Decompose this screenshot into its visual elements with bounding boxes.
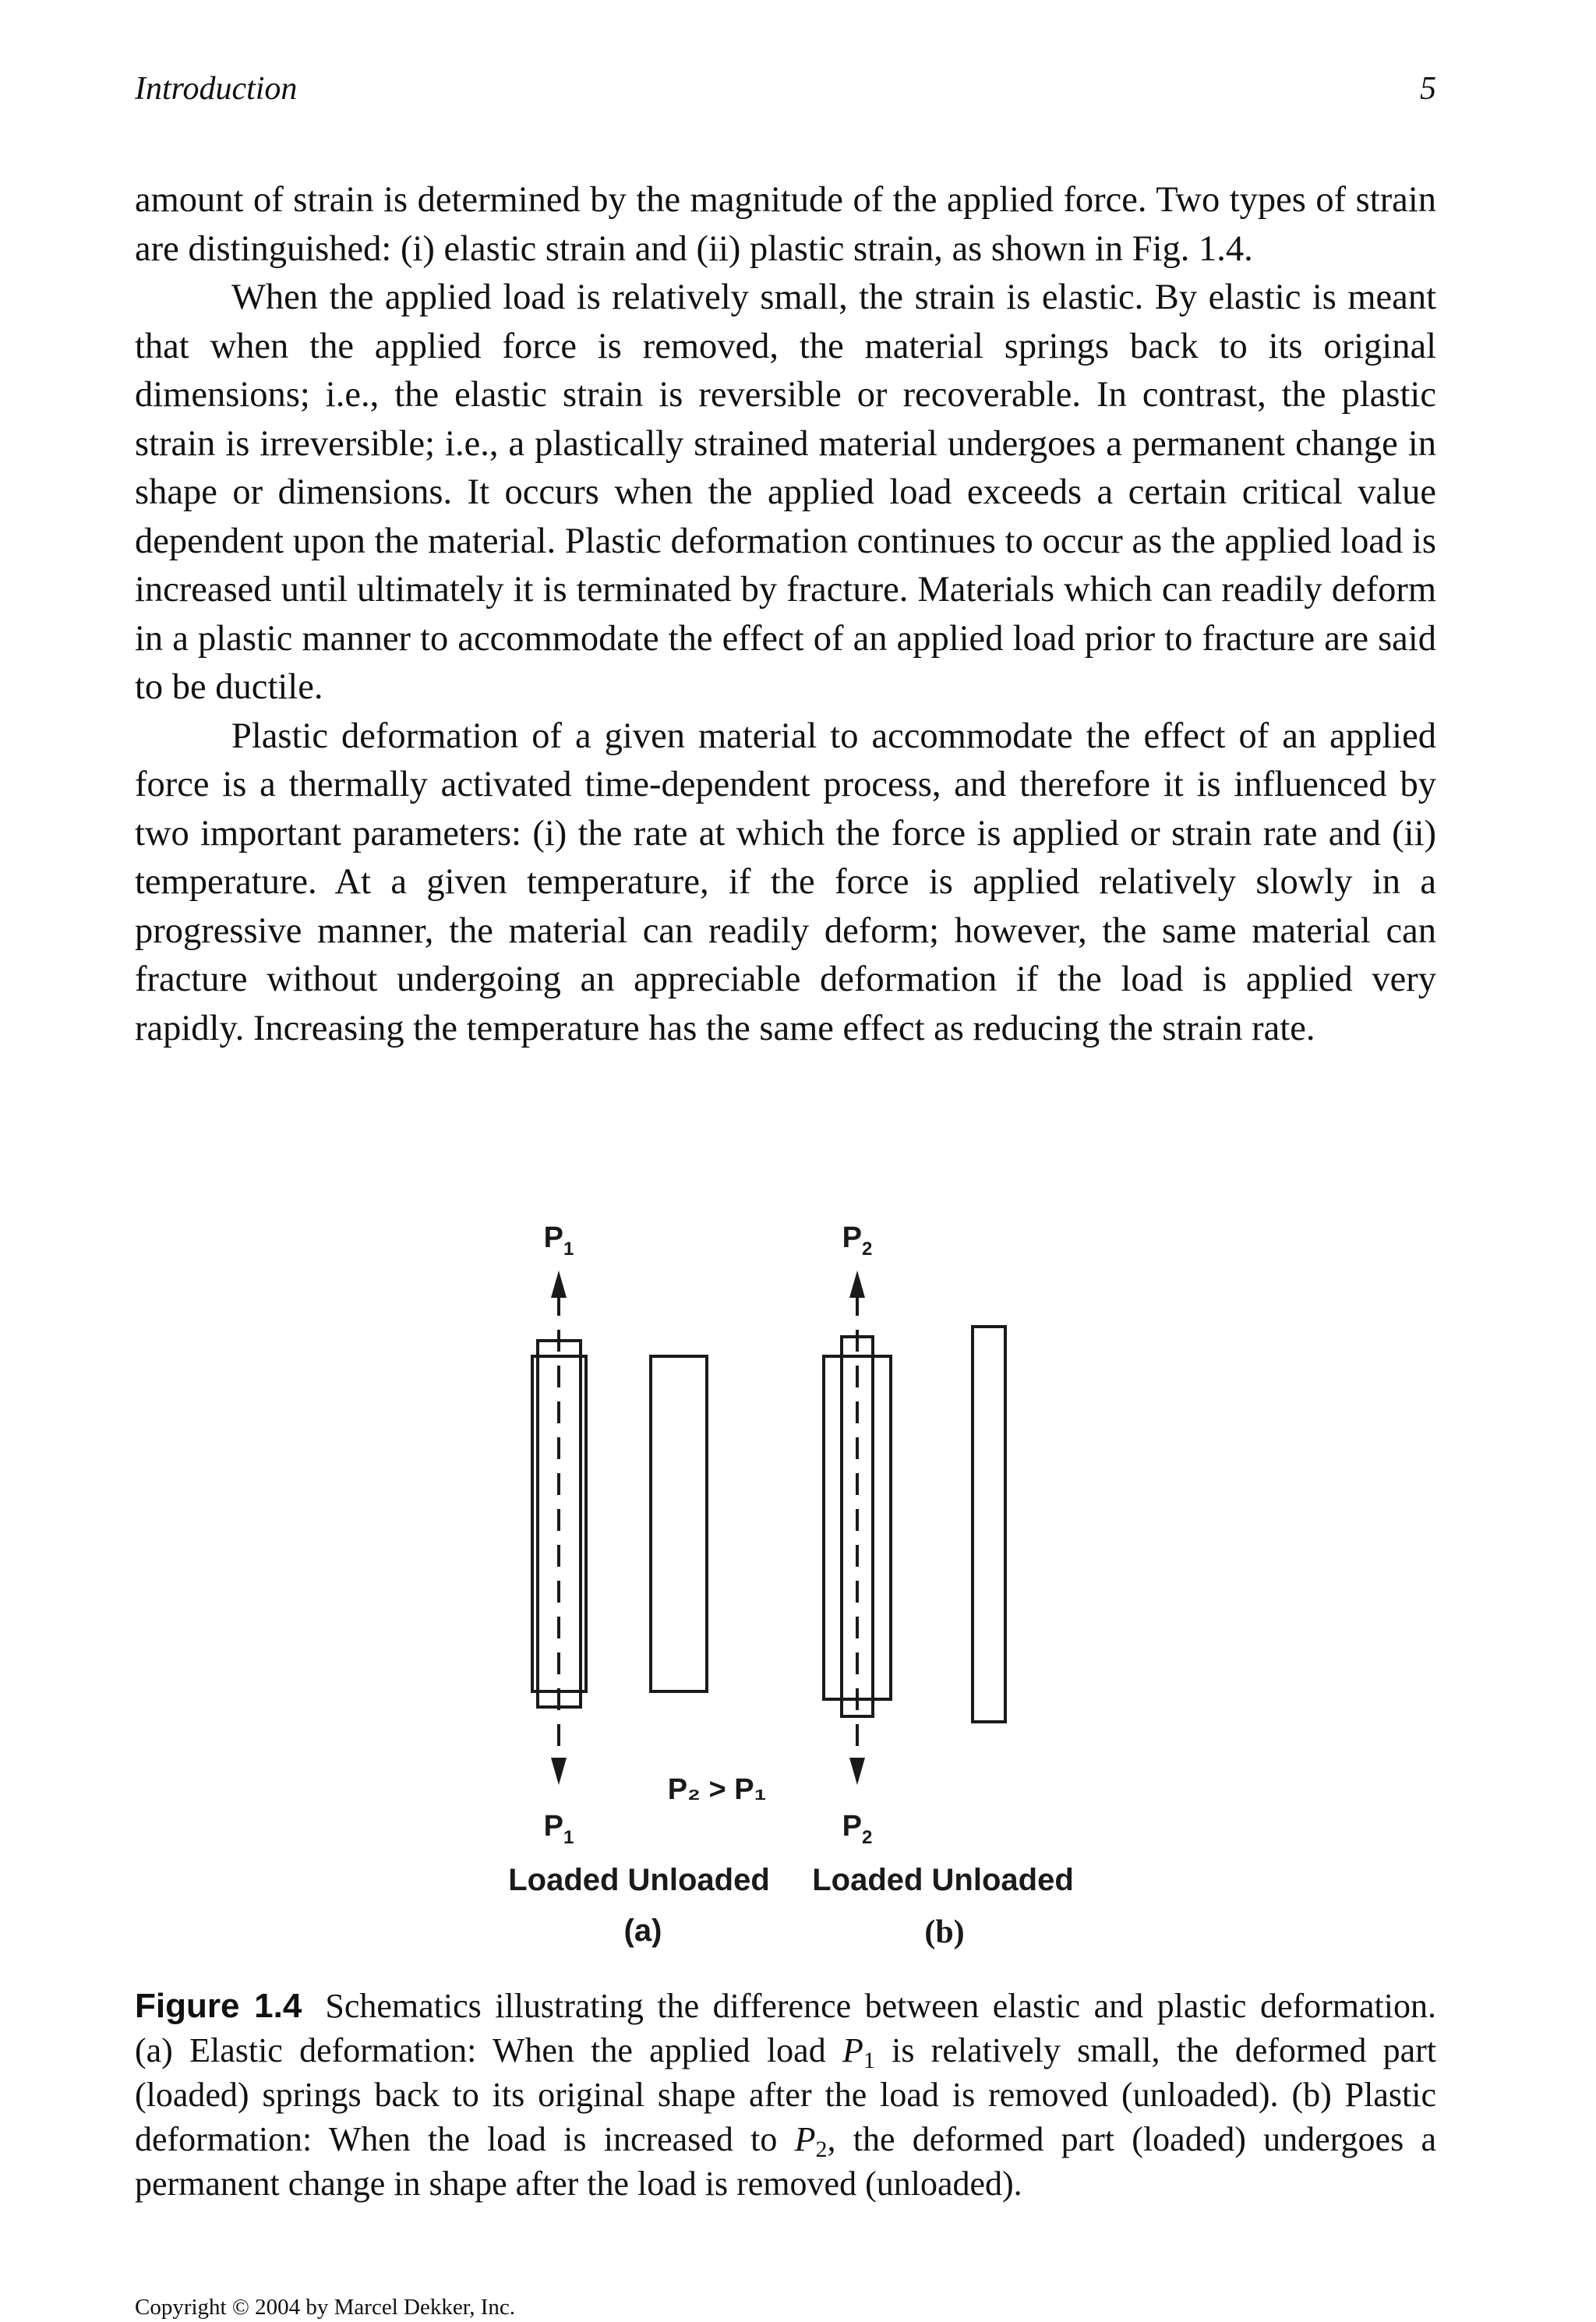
caption-var: P (794, 2120, 816, 2158)
unloaded-outline (973, 1327, 1005, 1722)
unloaded-outline (651, 1356, 707, 1691)
copyright-footer: Copyright © 2004 by Marcel Dekker, Inc. (135, 2295, 515, 2320)
caption-subscript: 2 (815, 2136, 828, 2162)
caption-label: Figure 1.4 (135, 1987, 302, 2025)
running-head (135, 65, 1436, 112)
caption-subscript: 1 (863, 2048, 875, 2073)
caption-text: is relatively small, the deformed part (loaded) springs back to its original shape after the load is removed (unloaded). (b) Plastic deformation: When the load is increased to (135, 2031, 1437, 2158)
panel-b-loaded-specimen (824, 1271, 891, 1785)
force-label-bottom-a: $P_1$ (543, 1810, 574, 1848)
panel-a-loaded-specimen (532, 1271, 586, 1785)
caption-text: , the deformed part (loaded) undergoes a permanent change in shape after the load is removed (unloaded). (135, 2120, 1436, 2203)
load-relation: P₂ > P₁ (667, 1773, 767, 1806)
figure-caption (135, 1984, 1436, 2206)
deformation-schematic (483, 1208, 1107, 1956)
page-number: 5 (1420, 71, 1436, 107)
running-title: Introduction (135, 71, 298, 107)
panel-label-a: (a) (623, 1914, 662, 1948)
state-labels-a: Loaded Unloaded (508, 1863, 770, 1897)
paragraph: When the applied load is relatively small, the strain is elastic. By elastic is meant that when the applied force is removed, the material springs back to its original dimensions; i.e., the elastic strain is reversible or recoverable. In contrast, the plastic strain is irreversible; i.e., a plastically strained material undergoes a permanent change in shape or dimensions. It occurs when the applied load exceeds a certain critical value dependent upon the material. Plastic deformation continues to occur as the applied load is increased until ultimately it is terminated by fracture. Materials which can readily deform in a plastic manner to accommodate the effect of an applied load prior to fracture are said to be ductile. (135, 277, 1436, 707)
arrow-up-icon (551, 1271, 567, 1298)
arrow-down-icon (551, 1758, 567, 1785)
arrow-down-icon (849, 1758, 865, 1785)
force-label-bottom-b: $P_2$ (842, 1810, 873, 1848)
state-labels-b: Loaded Unloaded (812, 1863, 1074, 1897)
panel-label-b: (b) (924, 1914, 965, 1950)
force-label-top-b: $P_2$ (842, 1221, 873, 1260)
caption-text: Schematics illustrating the difference between elastic and plastic deformation. (a) Elastic deformation: When the applied load (135, 1987, 1436, 2069)
body-text (135, 176, 1436, 1053)
arrow-up-icon (849, 1271, 865, 1298)
panel-b-unloaded-specimen (973, 1327, 1005, 1722)
paragraph: amount of strain is determined by the magnitude of the applied force. Two types of strain are distinguished: (i) elastic strain and (ii) plastic strain, as shown in Fig. 1.4. (135, 180, 1436, 269)
caption-var: P (842, 2031, 863, 2069)
panel-a-unloaded-specimen (651, 1356, 707, 1691)
figure-1-4 (483, 1208, 1107, 1956)
force-label-top-a: $P_1$ (543, 1221, 574, 1260)
paragraph: Plastic deformation of a given material to accommodate the effect of an applied force is a thermally activated time-dependent process, and therefore it is influenced by two important parameters: (i) the rate at which the force is applied or strain rate and (ii) temperature. At a given temperature, if the force is applied relatively slowly in a progressive manner, the material can readily deform; however, the same material can fracture without undergoing an appreciable deformation if the load is applied very rapidly. Increasing the temperature has the same effect as reducing the strain rate. (135, 716, 1436, 1048)
